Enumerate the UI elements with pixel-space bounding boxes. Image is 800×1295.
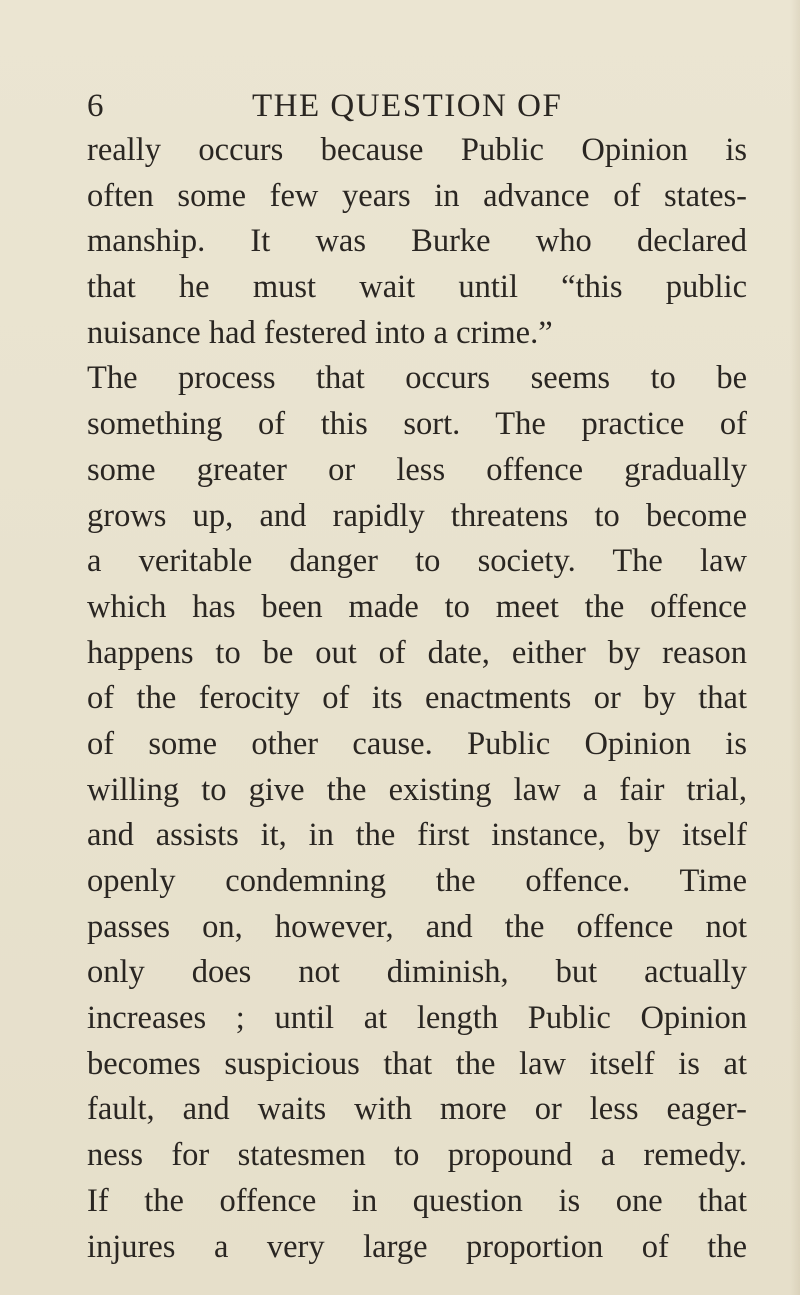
text-line: fault, and waits with more or less eager- (87, 1091, 747, 1128)
text-line: grows up, and rapidly threatens to become (87, 497, 747, 534)
text-line: The process that occurs seems to be (87, 360, 747, 397)
text-line: which has been made to meet the offence (87, 588, 747, 625)
text-line: of the ferocity of its enactments or by that (87, 680, 747, 717)
text-line: willing to give the existing law a fair trial, (87, 771, 747, 808)
text-line: becomes suspicious that the law itself is at (87, 1045, 747, 1082)
text-line: of some other cause. Public Opinion is (87, 725, 747, 762)
text-line: nuisance had festered into a crime.” (87, 314, 553, 351)
text-line: ness for statesmen to propound a remedy. (87, 1137, 747, 1174)
text-line: injures a very large proportion of the (87, 1228, 747, 1265)
text-line: some greater or less offence gradually (87, 451, 747, 488)
text-line: openly condemning the offence. Time (87, 863, 747, 899)
page-header (87, 84, 567, 128)
text-line: really occurs because Public Opinion is (87, 132, 747, 168)
text-line: often some few years in advance of states- (87, 177, 747, 214)
body-text (87, 128, 747, 1270)
text-line: something of this sort. The practice of (87, 406, 747, 443)
text-line: that he must wait until “this public (87, 269, 747, 306)
text-line: If the offence in question is one that (87, 1182, 747, 1219)
text-line: happens to be out of date, either by reason (87, 634, 747, 671)
text-line: a veritable danger to society. The law (87, 543, 747, 580)
text-line: and assists it, in the first instance, by itself (87, 817, 747, 854)
page-edge-shadow (790, 0, 800, 1295)
text-line: only does not diminish, but actually (87, 954, 747, 991)
text-line: passes on, however, and the offence not (87, 908, 747, 945)
text-line: manship. It was Burke who declared (87, 223, 747, 260)
page-number: 6 (87, 88, 105, 124)
text-line: increases ; until at length Public Opinion (87, 1000, 747, 1037)
running-head: THE QUESTION OF (252, 88, 563, 124)
